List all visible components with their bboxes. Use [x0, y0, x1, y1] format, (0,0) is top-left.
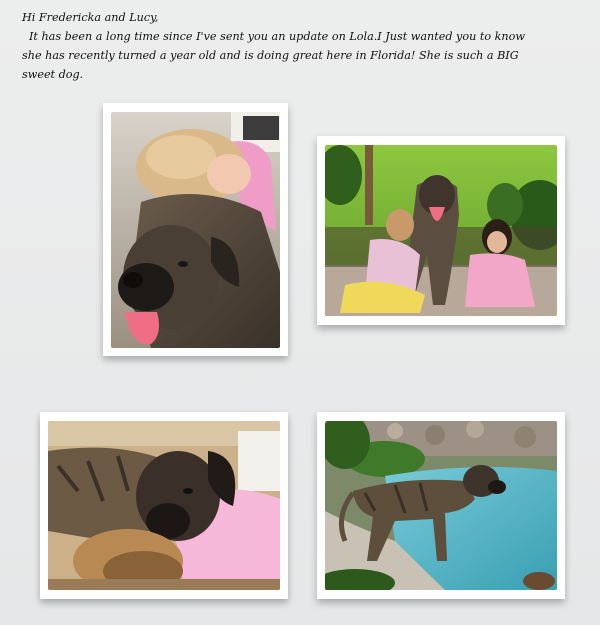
child-with-dog-photo: [111, 112, 280, 348]
photo-frame-3: [40, 412, 288, 599]
dog-lying-with-child-photo: [48, 421, 280, 590]
girls-with-dog-in-yard-photo: [325, 145, 557, 316]
photo-frame-4: [317, 412, 565, 599]
letter-line-2: she has recently turned a year old and is doing great here in Florida! She is such a BIG: [22, 49, 519, 62]
photo-frame-1: [103, 103, 288, 356]
letter-greeting: Hi Fredericka and Lucy,: [22, 11, 159, 24]
letter-text: [22, 8, 584, 84]
dog-by-pool-photo: [325, 421, 557, 590]
letter-line-3: sweet dog.: [22, 68, 84, 81]
letter-line-1: It has been a long time since I've sent you an update on Lola.I Just wanted you to know: [29, 30, 525, 43]
photo-frame-2: [317, 136, 565, 325]
